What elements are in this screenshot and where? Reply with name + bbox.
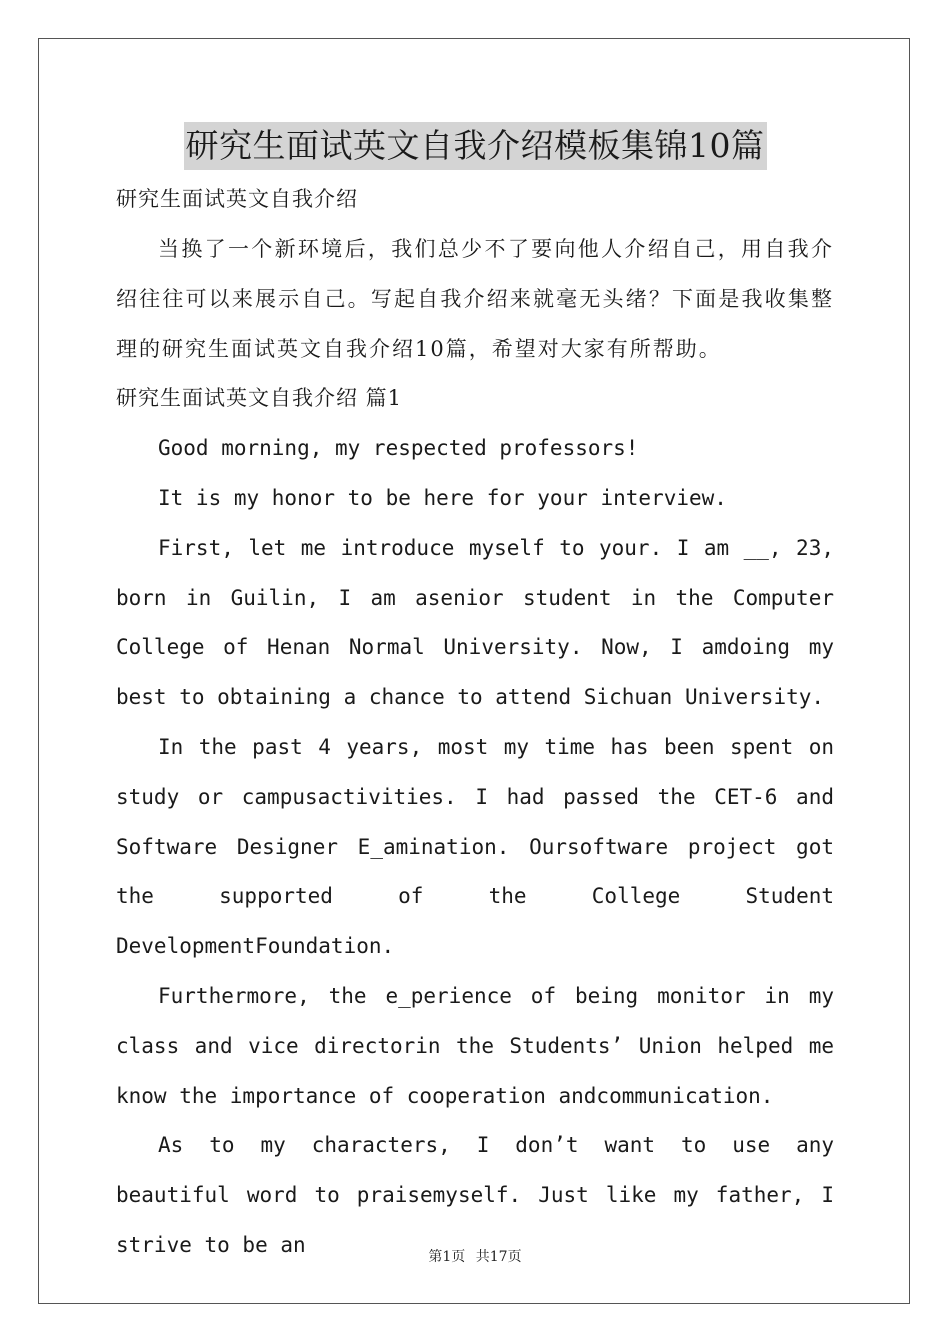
- title-wrap: [0, 122, 950, 170]
- body-paragraph: In the past 4 years, most my time has been spent on study or campusactivities. I had passed the CET-6 and Software Designer E_amination. Oursoftware project got the supported of the College Student DevelopmentFoundation.: [116, 734, 834, 959]
- body-paragraph: First, let me introduce myself to your. I am __, 23, born in Guilin, I am asenior student in the Computer College of Henan Normal University. Now, I amdoing my best to obtaining a chance to attend Sichuan University.: [116, 535, 834, 710]
- page-footer: [0, 1246, 950, 1266]
- intro-paragraph: 当换了一个新环境后，我们总少不了要向他人介绍自己，用自我介绍往往可以来展示自己。写起自我介绍来就毫无头绪？下面是我收集整理的研究生面试英文自我介绍10篇，希望对大家有所帮助。: [116, 237, 834, 361]
- body-paragraph: It is my honor to be here for your interview.: [158, 485, 727, 510]
- document-subtitle: 研究生面试英文自我介绍: [116, 187, 358, 211]
- page-number: 第1页: [428, 1249, 466, 1265]
- document-body: [116, 225, 834, 1271]
- document-title: 研究生面试英文自我介绍模板集锦10篇: [184, 122, 767, 170]
- page-total: 共17页: [475, 1249, 522, 1265]
- body-paragraph: Good morning, my respected professors!: [158, 436, 639, 461]
- section-heading: 研究生面试英文自我介绍 篇1: [116, 386, 403, 411]
- body-paragraph: Furthermore, the e_perience of being monitor in my class and vice directorin the Students’ Union helped me know the importance of cooperation andcommunication.: [116, 983, 834, 1108]
- body-paragraph: As to my characters, I don’t want to use any beautiful word to praisemyself. Just like my father, I strive to be an: [116, 1133, 834, 1257]
